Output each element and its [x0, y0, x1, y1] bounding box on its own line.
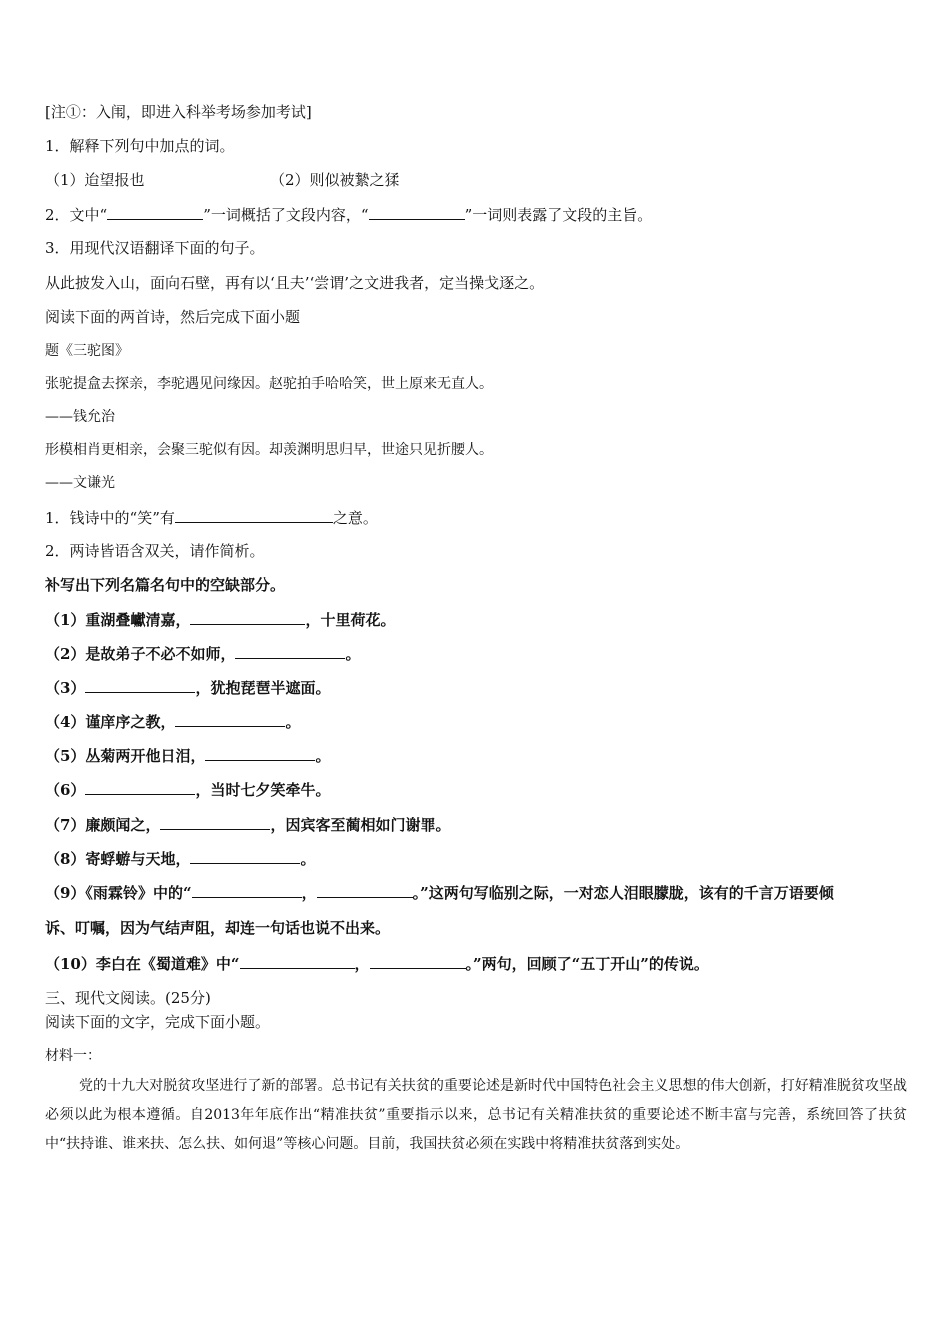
q3-sentence: 从此披发入山，面向石壁，再有以‘且夫’‘尝谓’之文进我者，定当操戈逐之。 [45, 274, 545, 292]
fill-item-7 [45, 814, 450, 835]
answer-blank[interactable] [240, 953, 355, 969]
fill-item-2 [45, 643, 360, 664]
fill-item-4 [45, 711, 300, 732]
pq1-text-pre: 1．钱诗中的“笑”有 [45, 509, 175, 527]
answer-blank[interactable] [107, 204, 203, 220]
fill-text: ，犹抱琵琶半遮面。 [195, 679, 331, 697]
fill-item-8 [45, 848, 315, 869]
answer-blank[interactable] [85, 677, 195, 693]
poem-2: 形模相肖更相亲，会聚三驼似有因。却羡渊明思归早，世途只见折腰人。 [45, 442, 493, 458]
fill-text: ，十里荷花。 [305, 611, 396, 629]
question-3: 3．用现代汉语翻译下面的句子。 [45, 239, 265, 257]
answer-blank[interactable] [175, 711, 285, 727]
fill-text: （4）谨庠序之教， [45, 713, 176, 731]
answer-blank[interactable] [85, 779, 195, 795]
fill-item-9-cont: 诉、叮嘱，因为气结声阻，却连一句话也说不出来。 [45, 919, 391, 937]
section-three-heading: 三、现代文阅读。(25分) [45, 989, 211, 1007]
answer-blank[interactable] [192, 882, 302, 898]
fill-text: ，当时七夕笑牵牛。 [195, 781, 331, 799]
poem-title: 题《三驼图》 [45, 343, 129, 359]
q2-text-mid: ”一词概括了文段内容，“ [203, 206, 369, 224]
question-1: 1．解释下列句中加点的词。 [45, 137, 235, 155]
question-1-items [45, 170, 400, 190]
fill-item-1 [45, 609, 395, 630]
section-three-instruction: 阅读下面的文字，完成下面小题。 [45, 1013, 271, 1031]
fill-text: （7）廉颇闻之， [45, 816, 161, 834]
pq1-text-post: 之意。 [332, 509, 378, 527]
q2-text-post: ”一词则表露了文段的主旨。 [464, 206, 653, 224]
poem-2-author: ——文谦光 [45, 475, 115, 491]
fill-text: 。”这两句写临别之际，一对恋人泪眼朦胧，该有的千言万语要倾 [412, 884, 834, 902]
poem-question-2: 2．两诗皆语含双关，请作简析。 [45, 542, 265, 560]
q2-text-pre: 2．文中“ [45, 206, 108, 224]
fill-text: （9）《雨霖铃》中的“ [45, 884, 192, 902]
fill-text: 。 [345, 645, 361, 663]
fill-text: 。 [315, 747, 331, 765]
fill-text: （2）是故弟子不必不如师， [45, 645, 236, 663]
fill-text: 。 [300, 850, 316, 868]
fill-text: （3） [45, 679, 86, 697]
poem-question-1 [45, 507, 378, 528]
poem-1: 张驼提盒去探亲，李驼遇见问缘因。赵驼拍手哈哈笑，世上原来无直人。 [45, 376, 493, 392]
material-paragraph: 党的十九大对脱贫攻坚进行了新的部署。总书记有关扶贫的重要论述是新时代中国特色社会主义思想的伟大创新，打好精准脱贫攻坚战必须以此为根本遵循。自2013年年底作出“精准扶贫”重要指示以来，总书记有关精准扶贫的重要论述不断丰富与完善，系统回答了扶贫中“扶持谁、谁来扶、怎么扶、如何退”等核心问题。目前，我国扶贫必须在实践中将精准扶贫落到实处。 [45, 1078, 907, 1152]
answer-blank[interactable] [175, 507, 333, 523]
answer-blank[interactable] [235, 643, 345, 659]
q1-item-2: （2）则似被縶之猱 [270, 171, 400, 189]
answer-blank[interactable] [190, 848, 300, 864]
footnote: [注①：入闱，即进入科举考场参加考试] [45, 103, 312, 121]
fill-text: （8）寄蜉蝣与天地， [45, 850, 191, 868]
answer-blank[interactable] [370, 953, 466, 969]
fill-item-6 [45, 779, 330, 800]
fill-text: （1）重湖叠巘清嘉， [45, 611, 191, 629]
answer-blank[interactable] [160, 814, 270, 830]
answer-blank[interactable] [317, 882, 413, 898]
fill-item-9 [45, 882, 834, 903]
answer-blank[interactable] [369, 204, 465, 220]
fill-text: ， [301, 884, 317, 902]
fill-text: （10）李白在《蜀道难》中“ [45, 955, 240, 973]
fill-text: ，因宾客至蔺相如门谢罪。 [270, 816, 451, 834]
answer-blank[interactable] [205, 745, 315, 761]
poem-intro: 阅读下面的两首诗，然后完成下面小题 [45, 308, 301, 326]
fill-item-5 [45, 745, 330, 766]
q1-item-1: （1）迨望报也 [45, 171, 145, 189]
fill-heading: 补写出下列名篇名句中的空缺部分。 [45, 576, 286, 594]
fill-text: 。 [285, 713, 301, 731]
fill-text: ， [354, 955, 370, 973]
answer-blank[interactable] [190, 609, 305, 625]
fill-item-3 [45, 677, 330, 698]
fill-text: 。”两句，回顾了“五丁开山”的传说。 [465, 955, 709, 973]
material-label: 材料一： [45, 1048, 101, 1064]
fill-text: （5）丛菊两开他日泪， [45, 747, 206, 765]
fill-text: （6） [45, 781, 86, 799]
fill-item-10 [45, 953, 709, 974]
question-2 [45, 204, 652, 225]
poem-1-author: ——钱允治 [45, 409, 115, 425]
